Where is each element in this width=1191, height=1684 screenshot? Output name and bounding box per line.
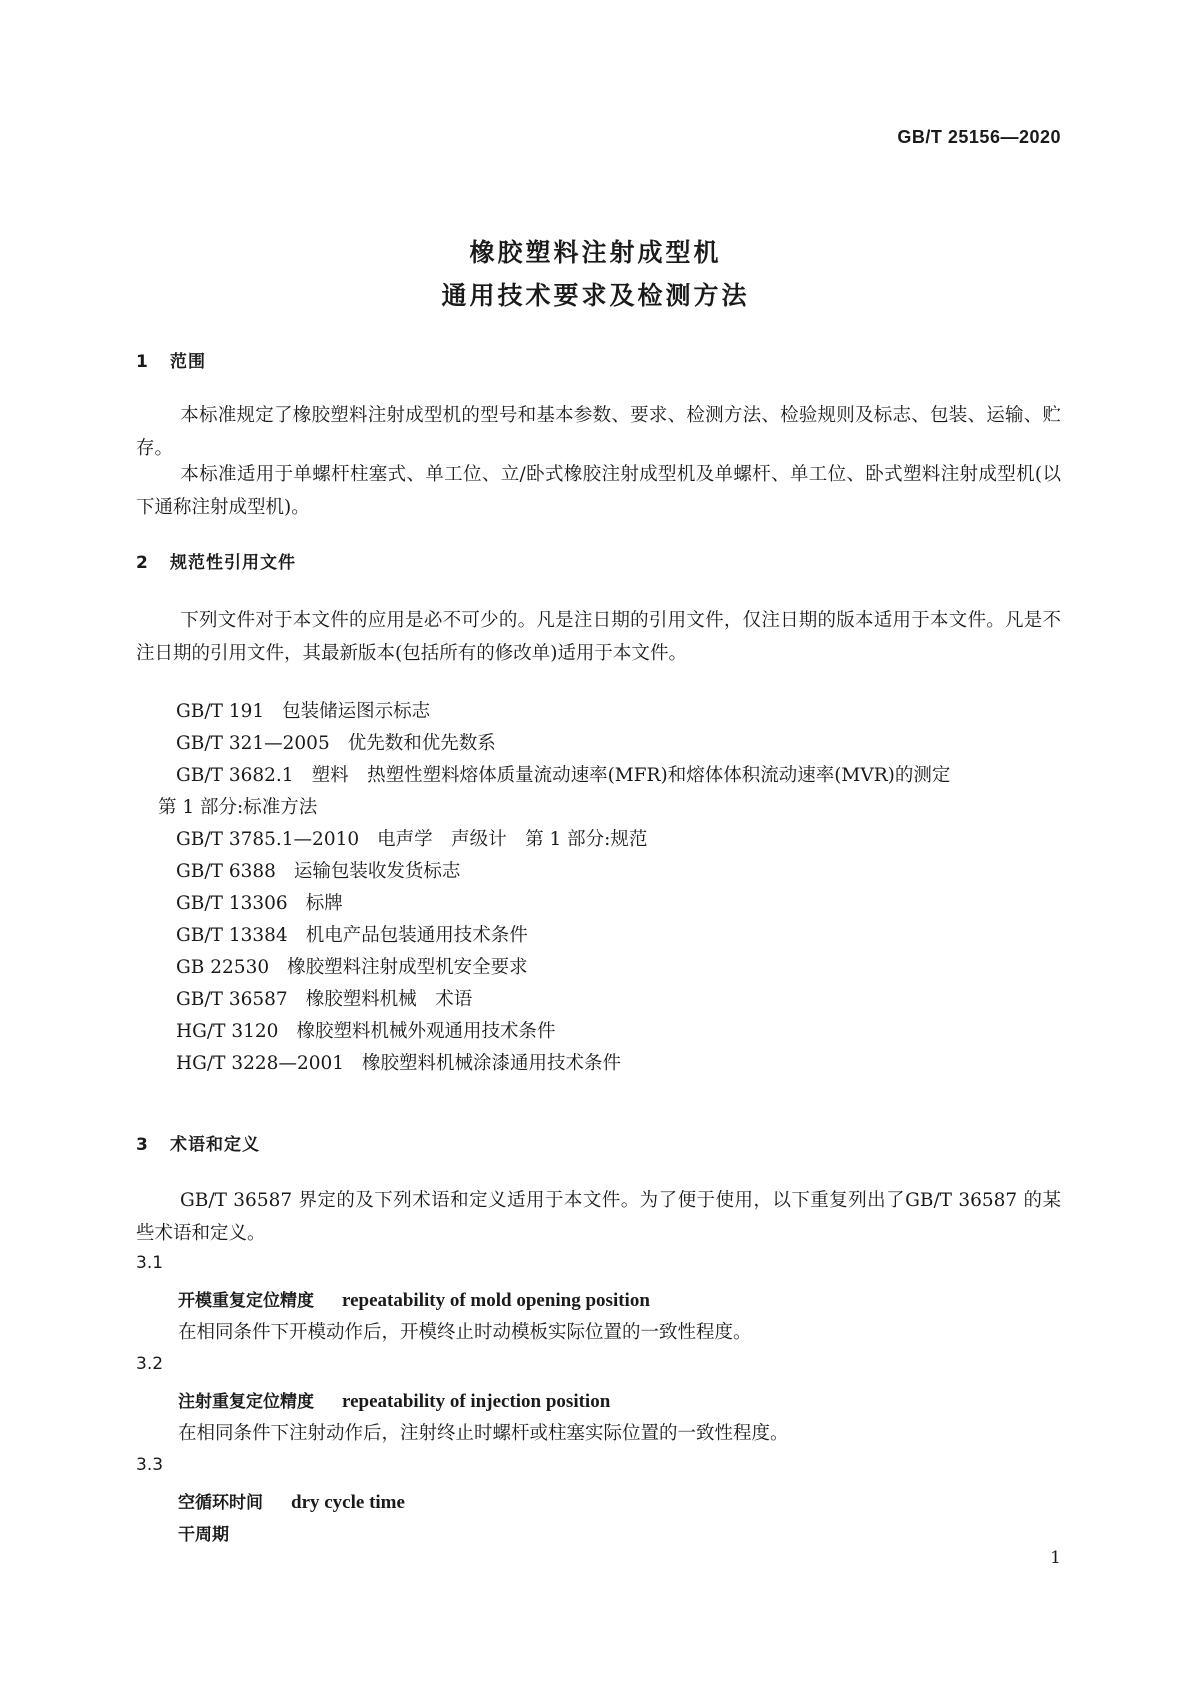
reference-item [176,921,528,947]
term-english: repeatability of mold opening position [342,1290,650,1311]
reference-title: 标牌 [305,893,343,914]
reference-title: 橡胶塑料机械涂漆通用技术条件 [362,1053,622,1074]
term-number: 3.1 [136,1253,164,1273]
term-entry [178,1387,610,1413]
section-title: 规范性引用文件 [170,553,296,573]
reference-title: 包装储运图示标志 [282,701,431,722]
reference-title: 运输包装收发货标志 [293,861,461,882]
reference-code: GB/T 3785.1—2010 [176,829,360,850]
section-number: 1 [136,352,149,372]
term-entry [178,1488,405,1514]
term-chinese: 开模重复定位精度 [178,1291,314,1311]
term-definition: 在相同条件下注射动作后，注射终止时螺杆或柱塞实际位置的一致性程度。 [178,1423,789,1444]
reference-item [176,857,460,883]
reference-item [176,761,950,787]
reference-code: HG/T 3120 [176,1021,279,1042]
term-chinese: 注射重复定位精度 [178,1392,314,1412]
term-entry [178,1286,650,1312]
section-title: 范围 [170,352,206,372]
reference-code: GB/T 6388 [176,861,276,882]
reference-item [176,697,430,723]
reference-item [176,889,343,915]
section-1-heading [136,347,206,372]
reference-code: GB/T 13306 [176,893,288,914]
paragraph-text: 下列文件对于本文件的应用是必不可少的。凡是注日期的引用文件，仅注日期的版本适用于本文件。凡是不注日期的引用文件，其最新版本(包括所有的修改单)适用于本文件。 [136,610,1061,664]
term-number: 3.3 [136,1455,164,1475]
reference-title: 电声学 声级计 第 1 部分:规范 [377,829,648,850]
reference-code: HG/T 3228—2001 [176,1053,345,1074]
reference-continuation: 第 1 部分:标准方法 [158,797,318,818]
term-alt-chinese: 干周期 [178,1525,229,1545]
term-english: dry cycle time [291,1492,405,1513]
reference-item [176,1017,555,1043]
title-line-1: 橡胶塑料注射成型机 [469,238,722,267]
paragraph-text: 本标准规定了橡胶塑料注射成型机的型号和基本参数、要求、检测方法、检验规则及标志、包装、运输、贮存。 [136,405,1061,459]
reference-item [176,729,496,755]
title-line-2: 通用技术要求及检测方法 [441,281,750,310]
terms-intro [136,1184,1061,1250]
term-english: repeatability of injection position [342,1391,611,1412]
term-chinese: 空循环时间 [178,1493,263,1513]
reference-item [176,985,472,1011]
paragraph-text: GB/T 36587 界定的及下列术语和定义适用于本文件。为了便于使用，以下重复列出了GB/T 36587 的某些术语和定义。 [136,1190,1061,1244]
term-alternative [178,1520,229,1545]
reference-code: GB/T 191 [176,701,265,722]
reference-title: 优先数和优先数系 [347,733,496,754]
section-title: 术语和定义 [170,1135,260,1155]
section-2-heading [136,548,296,573]
page-number: 1 [1050,1548,1061,1568]
term-definition: 在相同条件下开模动作后，开模终止时动模板实际位置的一致性程度。 [178,1322,752,1343]
paragraph-text: 本标准适用于单螺杆柱塞式、单工位、立/卧式橡胶注射成型机及单螺杆、单工位、卧式塑料注射成型机(以下通称注射成型机)。 [136,464,1061,518]
reference-code: GB 22530 [176,957,270,978]
references-intro [136,604,1061,670]
standard-code: GB/T 25156—2020 [897,127,1061,147]
reference-item [176,825,647,851]
scope-paragraph-1 [136,399,1061,465]
scope-paragraph-2 [136,458,1061,524]
term-number: 3.2 [136,1354,164,1374]
section-number: 2 [136,553,149,573]
reference-title: 橡胶塑料注射成型机安全要求 [287,957,528,978]
section-3-heading [136,1130,260,1155]
reference-title: 机电产品包装通用技术条件 [305,925,528,946]
reference-item [176,953,528,979]
reference-code: GB/T 3682.1 [176,765,294,786]
reference-code: GB/T 13384 [176,925,288,946]
reference-code: GB/T 321—2005 [176,733,330,754]
section-number: 3 [136,1135,149,1155]
reference-item [176,1049,621,1075]
reference-title: 橡胶塑料机械外观通用技术条件 [296,1021,556,1042]
reference-code: GB/T 36587 [176,989,288,1010]
reference-title: 橡胶塑料机械 术语 [305,989,473,1010]
reference-title: 塑料 热塑性塑料熔体质量流动速率(MFR)和熔体体积流动速率(MVR)的测定 [311,765,951,786]
